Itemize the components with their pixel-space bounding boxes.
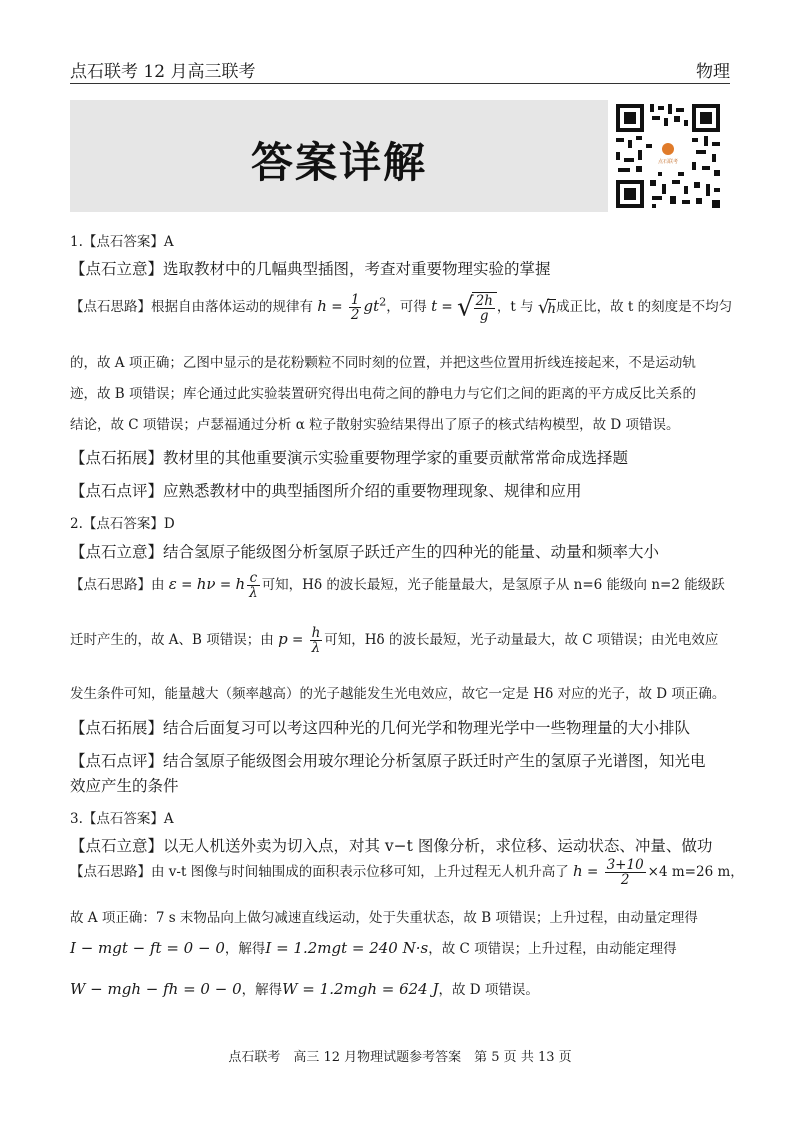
q2-idea-line1: 【点石思路】由 ε = hν = h $\frac{c}{\lambda}$ 可知，Hδ 的波长最短，光子能量最大，是氢原子从 n=6 能级向 n=2 能级跃 (70, 570, 725, 602)
fraction-3-plus-10-over-2: $\frac{3+10}{2}$ (606, 857, 644, 889)
q3-idea-line3: I − mgt − ft = 0 − 0，解得I = 1.2mgt = 240 N·s，故 C 项错误；上升过程，由动能定理得 (70, 939, 677, 957)
q1-comment: 【点石点评】应熟悉教材中的典型插图所介绍的重要物理现象、规律和应用 (70, 482, 582, 500)
fraction-half: $\frac{1}{2}$ (350, 292, 360, 324)
q1-idea-line3: 迹，故 B 项错误；库仑通过此实验装置研究得出电荷之间的静电力与它们之间的距离的平方成反比关系的 (70, 386, 697, 402)
qr-code (612, 100, 724, 212)
q2-idea-line2: 迁时产生的，故 A、B 项错误；由 p = $\frac{h}{\lambda}$ 可知，Hδ 的波长最短，光子动量最大，故 C 项错误；由光电效应 (70, 625, 719, 657)
q3-idea-line1: 【点石思路】由 v-t 图像与时间轴围成的面积表示位移可知，上升过程无人机升高了 h = $\frac{3+10}{2}$ ×4 m=26 m， (70, 857, 744, 889)
fraction-c-over-lambda: $\frac{c}{\lambda}$ (249, 570, 258, 602)
q3-intent: 【点石立意】以无人机送外卖为切入点，对其 v−t 图像分析，求位移、运动状态、冲量、做功 (70, 837, 713, 855)
q2-idea-tag: 【点石思路】 (70, 577, 151, 594)
fraction-h-over-lambda: $\frac{h}{\lambda}$ (311, 625, 321, 657)
q1-idea-line4: 结论，故 C 项错误；卢瑟福通过分析 α 粒子散射实验结果得出了原子的核式结构模型，故 D 项错误。 (70, 417, 680, 433)
q2-intent: 【点石立意】结合氢原子能级图分析氢原子跃迁产生的四种光的能量、动量和频率大小 (70, 543, 660, 561)
subject-name: 物理 (696, 62, 730, 82)
sqrt-h: √h (537, 297, 557, 319)
page-header (70, 55, 730, 84)
qr-logo-label: 点石联考 (657, 159, 679, 165)
exam-name: 点石联考 12 月高三联考 (70, 62, 256, 82)
q1-answer: 1.【点石答案】A (70, 234, 174, 250)
q2-answer: 2.【点石答案】D (70, 516, 175, 532)
q3-idea-line4: W − mgh − fh = 0 − 0，解得W = 1.2mgh = 624 J，故 D 项错误。 (70, 980, 539, 998)
q1-idea-line1: 【点石思路】根据自由落体运动的规律有 h = $\frac{1}{2}$ $gt^2$，可得 t = √ $\frac{2h}{g}$ ，t 与 √h成正比，故 t 的刻度是不均匀 (70, 292, 733, 325)
q2-comment-line1: 【点石点评】结合氢原子能级图会用玻尔理论分析氢原子跃迁时产生的氢原子光谱图，知光电 (70, 752, 706, 770)
page-footer: 点石联考 高三 12 月物理试题参考答案 第 5 页 共 13 页 (228, 1050, 572, 1065)
sqrt-2h-over-g: √ $\frac{2h}{g}$ (457, 292, 497, 323)
q1-intent: 【点石立意】选取教材中的几幅典型插图，考查对重要物理实验的掌握 (70, 260, 551, 278)
q1-expand: 【点石拓展】教材里的其他重要演示实验重要物理学家的重要贡献常常命成选择题 (70, 449, 629, 467)
page-title: 答案详解 (250, 138, 427, 187)
title-banner (70, 100, 608, 212)
q2-expand: 【点石拓展】结合后面复习可以考这四种光的几何光学和物理光学中一些物理量的大小排队 (70, 719, 691, 737)
q1-idea-tag: 【点石思路】 (70, 299, 151, 316)
q2-comment-line2: 效应产生的条件 (70, 777, 179, 795)
q3-idea-tag: 【点石思路】 (70, 864, 151, 881)
q3-idea-line2: 故 A 项正确：7 s 末物品向上做匀减速直线运动，处于失重状态，故 B 项错误；上升过程，由动量定理得 (70, 910, 698, 926)
q1-idea-line2: 的，故 A 项正确；乙图中显示的是花粉颗粒不同时刻的位置，并把这些位置用折线连接起来，不是运动轨 (70, 355, 696, 371)
q2-idea-line3: 发生条件可知，能量越大（频率越高）的光子越能发生光电效应，故它一定是 Hδ 对应的光子，故 D 项正确。 (70, 686, 726, 702)
q3-answer: 3.【点石答案】A (70, 811, 174, 827)
